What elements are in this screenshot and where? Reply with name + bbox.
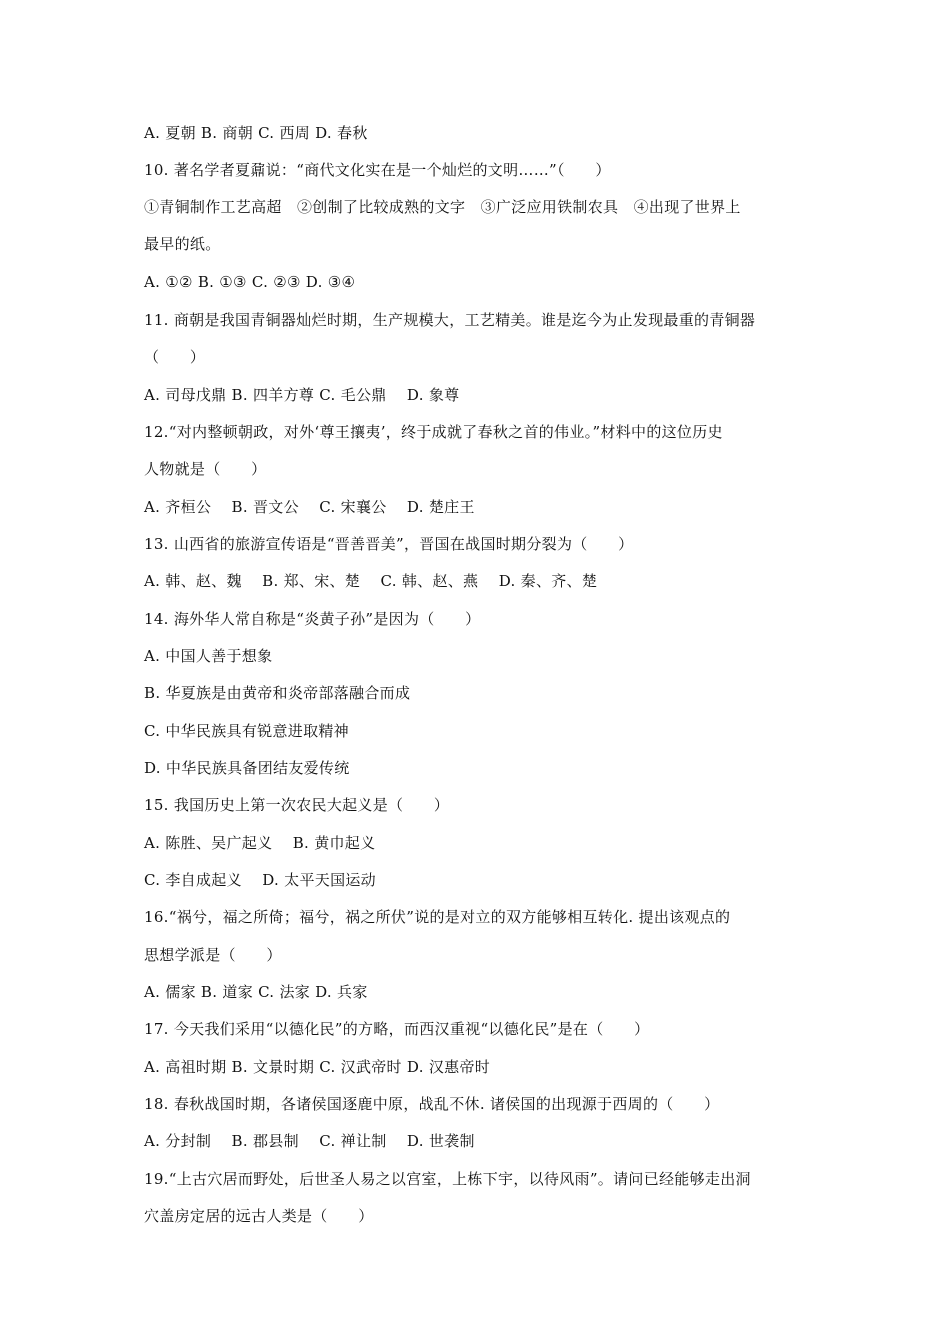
q14-option-d: D. 中华民族具备团结友爱传统 xyxy=(144,759,350,777)
q17-options: A. 高祖时期 B. 文景时期 C. 汉武帝时 D. 汉惠帝时 xyxy=(144,1058,491,1076)
q10-stem: 10. 著名学者夏鼐说：“商代文化实在是一个灿烂的文明……”（ ） xyxy=(144,161,611,179)
q11-stem-cont: （ ） xyxy=(144,348,206,366)
q14-option-b: B. 华夏族是由黄帝和炎帝部落融合而成 xyxy=(144,684,411,702)
q18-options: A. 分封制 B. 郡县制 C. 禅让制 D. 世袭制 xyxy=(144,1132,475,1150)
q15-stem: 15. 我国历史上第一次农民大起义是（ ） xyxy=(144,796,450,814)
q14-option-c: C. 中华民族具有锐意进取精神 xyxy=(144,722,349,740)
q13-stem: 13. 山西省的旅游宣传语是“晋善晋美”，晋国在战国时期分裂为（ ） xyxy=(144,535,634,553)
q16-stem-cont: 思想学派是（ ） xyxy=(144,946,282,964)
q16-stem: 16.“祸兮，福之所倚；福兮，祸之所伏”说的是对立的双方能够相互转化. 提出该观点的 xyxy=(144,908,731,926)
q15-options-ab: A. 陈胜、吴广起义 B. 黄巾起义 xyxy=(144,834,376,852)
q10-statements: ①青铜制作工艺高超 ②创制了比较成熟的文字 ③广泛应用铁制农具 ④出现了世界上 xyxy=(144,198,741,216)
q10-statements-cont: 最早的纸。 xyxy=(144,235,221,253)
q14-option-a: A. 中国人善于想象 xyxy=(144,647,273,665)
q12-stem-cont: 人物就是（ ） xyxy=(144,460,267,478)
q12-options: A. 齐桓公 B. 晋文公 C. 宋襄公 D. 楚庄王 xyxy=(144,498,475,516)
q14-stem: 14. 海外华人常自称是“炎黄子孙”是因为（ ） xyxy=(144,610,481,628)
q18-stem: 18. 春秋战国时期，各诸侯国逐鹿中原，战乱不休. 诸侯国的出现源于西周的（ ） xyxy=(144,1095,720,1113)
q12-stem: 12.“对内整顿朝政，对外‘尊王攘夷’，终于成就了春秋之首的伟业。”材料中的这位历史 xyxy=(144,423,723,441)
q11-options: A. 司母戊鼎 B. 四羊方尊 C. 毛公鼎 D. 象尊 xyxy=(144,386,460,404)
q16-options: A. 儒家 B. 道家 C. 法家 D. 兵家 xyxy=(144,983,368,1001)
q10-options: A. ①② B. ①③ C. ②③ D. ③④ xyxy=(144,273,356,291)
q19-stem: 19.“上古穴居而野处，后世圣人易之以宫室，上栋下宇，以待风雨”。请问已经能够走出洞 xyxy=(144,1170,751,1188)
q19-stem-cont: 穴盖房定居的远古人类是（ ） xyxy=(144,1207,374,1225)
q15-options-cd: C. 李自成起义 D. 太平天国运动 xyxy=(144,871,376,889)
q9-options: A. 夏朝 B. 商朝 C. 西周 D. 春秋 xyxy=(144,124,368,142)
q13-options: A. 韩、赵、魏 B. 郑、宋、楚 C. 韩、赵、燕 D. 秦、齐、楚 xyxy=(144,572,598,590)
q11-stem: 11. 商朝是我国青铜器灿烂时期，生产规模大，工艺精美。谁是迄今为止发现最重的青铜器 xyxy=(144,311,756,329)
q17-stem: 17. 今天我们采用“以德化民”的方略，而西汉重视“以德化民”是在（ ） xyxy=(144,1020,650,1038)
